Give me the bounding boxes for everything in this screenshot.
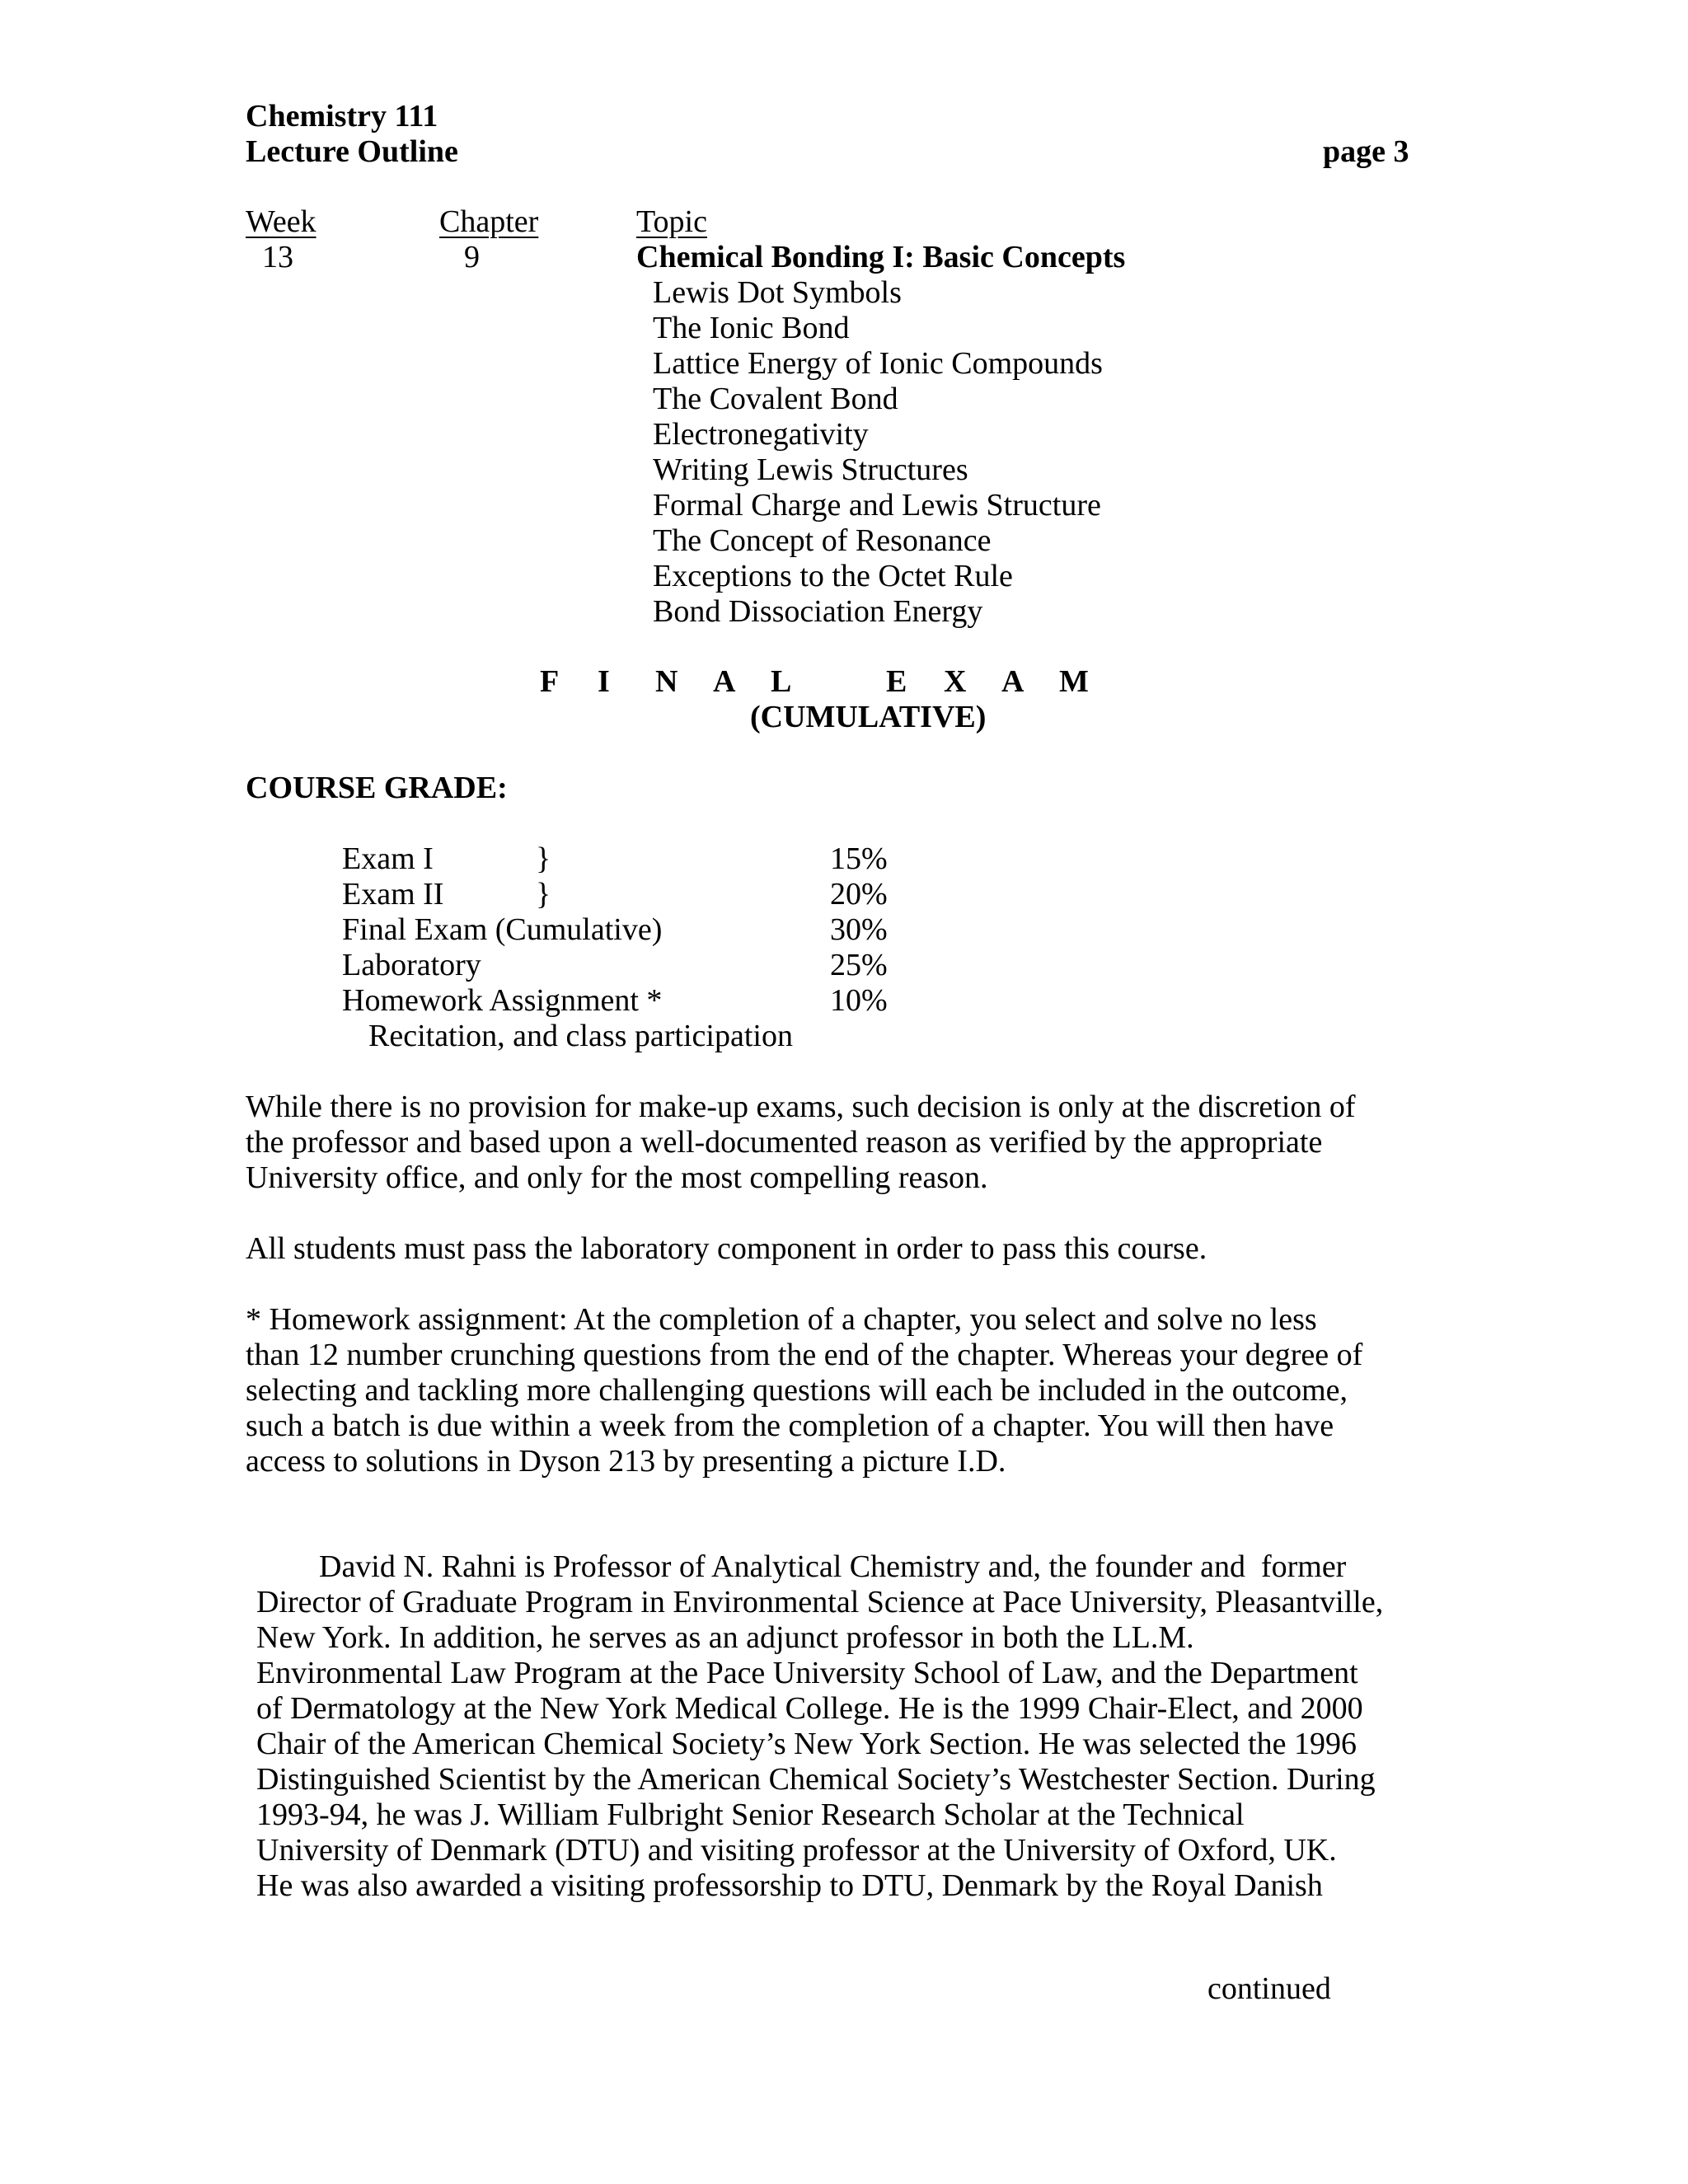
final-exam-heading (540, 664, 1117, 700)
topic-item: Lattice Energy of Ionic Compounds (653, 346, 1103, 381)
homework-paragraph (246, 1302, 1432, 1479)
topic-item: Lewis Dot Symbols (653, 275, 902, 310)
final-exam-letter: A (1001, 664, 1025, 699)
final-exam-subtitle: (CUMULATIVE) (750, 700, 987, 734)
topic-column-header: Topic (636, 204, 707, 239)
grade-note: Recitation, and class participation (368, 1019, 793, 1053)
topic-item: The Covalent Bond (653, 382, 898, 416)
course-title: Chemistry 111 (246, 99, 438, 134)
final-exam-letter: N (655, 664, 678, 699)
paragraph-line: Director of Graduate Program in Environmental Science at Pace University, Pleasantville, (256, 1585, 1384, 1619)
grade-brace: } (536, 877, 551, 912)
page-number: page 3 (1323, 134, 1409, 169)
grade-brace: } (536, 841, 551, 876)
topic-item: Electronegativity (653, 417, 869, 452)
paragraph-line: such a batch is due within a week from the completion of a chapter. You will then have (246, 1408, 1334, 1443)
paragraph-line: the professor and based upon a well-documented reason as verified by the appropriate (246, 1125, 1323, 1160)
grade-row (342, 983, 919, 1019)
paragraph-line: * Homework assignment: At the completion of a chapter, you select and solve no less (246, 1302, 1317, 1337)
grade-row (342, 1019, 919, 1054)
laboratory-paragraph (246, 1231, 1432, 1267)
paragraph-line: Chair of the American Chemical Society’s New York Section. He was selected the 1996 (256, 1727, 1357, 1761)
grade-item-percent: 25% (830, 948, 888, 982)
grade-item-percent: 30% (830, 912, 888, 947)
topic-item: Writing Lewis Structures (653, 452, 968, 487)
grade-item-label: Homework Assignment * (342, 983, 663, 1018)
final-exam-letter: A (713, 664, 736, 699)
final-exam-letter: L (771, 664, 792, 699)
paragraph-line: 1993-94, he was J. William Fulbright Senior Research Scholar at the Technical (256, 1797, 1245, 1832)
grade-table (342, 841, 919, 1054)
grade-row (342, 948, 919, 983)
paragraph-line: David N. Rahni is Professor of Analytical Chemistry and, the founder and former (256, 1549, 1347, 1584)
outline-title: Lecture Outline (246, 134, 458, 169)
topic-item: The Ionic Bond (653, 311, 850, 345)
week-column-header: Week (246, 204, 316, 239)
final-exam-letter: E (886, 664, 907, 699)
makeup-exam-paragraph (246, 1090, 1432, 1196)
grade-row (342, 912, 919, 948)
paragraph-line: He was also awarded a visiting professorship to DTU, Denmark by the Royal Danish (256, 1868, 1323, 1903)
paragraph-line: University of Denmark (DTU) and visiting professor at the University of Oxford, UK. (256, 1833, 1337, 1868)
biography-paragraph (256, 1549, 1443, 1904)
grade-item-label: Laboratory (342, 948, 481, 982)
chapter-column-header: Chapter (439, 204, 539, 239)
grade-item-label: Exam II (342, 877, 444, 912)
topic-item: Formal Charge and Lewis Structure (653, 488, 1101, 523)
grade-item-percent: 10% (830, 983, 888, 1018)
topic-item: Exceptions to the Octet Rule (653, 559, 1013, 593)
grade-item-label: Final Exam (Cumulative) (342, 912, 663, 947)
grade-item-label: Exam I (342, 841, 434, 876)
continued-label: continued (1207, 1971, 1331, 2006)
paragraph-line: than 12 number crunching questions from the end of the chapter. Whereas your degree of (246, 1338, 1363, 1372)
week-number: 13 (262, 240, 293, 274)
paragraph-line: All students must pass the laboratory component in order to pass this course. (246, 1231, 1207, 1266)
topic-item: The Concept of Resonance (653, 523, 992, 558)
course-grade-heading: COURSE GRADE: (246, 771, 508, 805)
final-exam-letter: I (598, 664, 610, 699)
grade-row (342, 877, 919, 912)
paragraph-line: Environmental Law Program at the Pace University School of Law, and the Department (256, 1656, 1358, 1690)
chapter-number: 9 (464, 240, 480, 274)
paragraph-line: selecting and tackling more challenging questions will each be included in the outcome, (246, 1373, 1348, 1408)
paragraph-line: While there is no provision for make-up exams, such decision is only at the discretion of (246, 1090, 1356, 1124)
paragraph-line: University office, and only for the most compelling reason. (246, 1160, 988, 1195)
chapter-title: Chemical Bonding I: Basic Concepts (636, 240, 1126, 274)
topic-list (653, 275, 1103, 630)
grade-item-percent: 20% (830, 877, 888, 912)
final-exam-letter: X (944, 664, 967, 699)
final-exam-letter: M (1059, 664, 1089, 699)
paragraph-line: Distinguished Scientist by the American Chemical Society’s Westchester Section. During (256, 1762, 1376, 1797)
final-exam-letter: F (540, 664, 560, 699)
paragraph-line: of Dermatology at the New York Medical College. He is the 1999 Chair-Elect, and 2000 (256, 1691, 1363, 1726)
paragraph-line: access to solutions in Dyson 213 by presenting a picture I.D. (246, 1444, 1006, 1479)
grade-item-percent: 15% (830, 841, 888, 876)
paragraph-line: New York. In addition, he serves as an adjunct professor in both the LL.M. (256, 1620, 1194, 1655)
topic-item: Bond Dissociation Energy (653, 594, 983, 629)
grade-row (342, 841, 919, 877)
